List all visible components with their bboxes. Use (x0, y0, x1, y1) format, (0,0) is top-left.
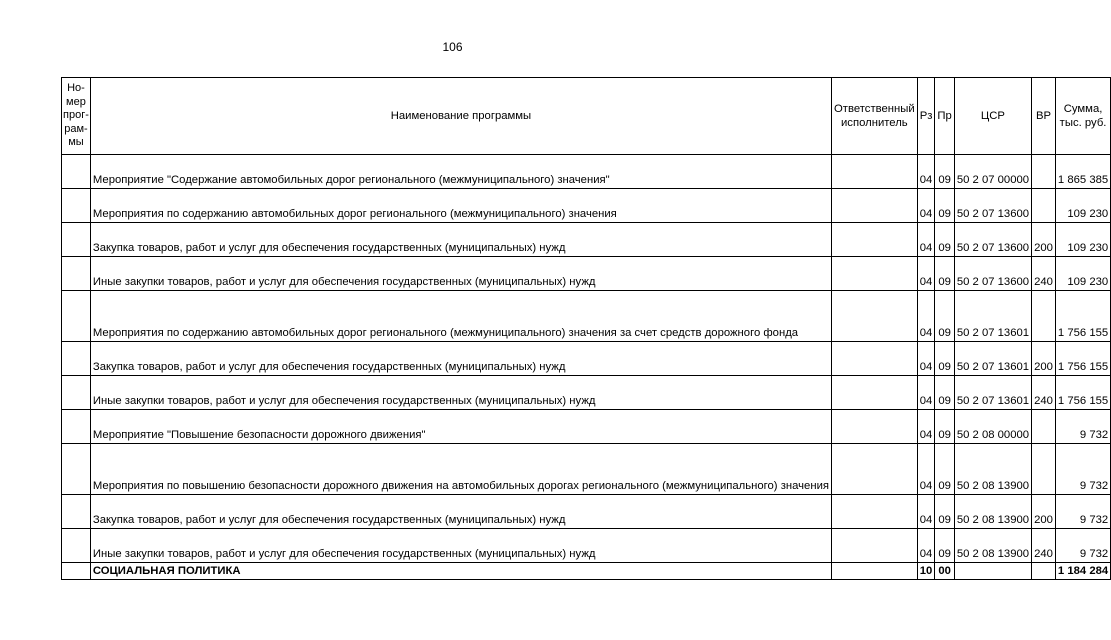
header-rz: Рз (917, 78, 935, 155)
num-cell (62, 529, 91, 563)
row-csr: 50 2 08 13900 (954, 495, 1031, 529)
table-row (62, 529, 1111, 563)
row-sum: 9 732 (1055, 495, 1110, 529)
num-cell (62, 257, 91, 291)
table-row (62, 155, 1111, 189)
header-vr: ВР (1032, 78, 1056, 155)
page-number: 106 (442, 40, 463, 54)
row-name: Мероприятия по содержанию автомобильных дорог регионального (межмуниципального) значения за счет средств дорожного фонда (90, 291, 831, 342)
num-cell (62, 291, 91, 342)
row-pr: 09 (935, 495, 954, 529)
total-num-cell (62, 563, 91, 580)
row-rz: 04 (917, 376, 935, 410)
row-csr: 50 2 07 00000 (954, 155, 1031, 189)
row-sum: 109 230 (1055, 223, 1110, 257)
table-row (62, 291, 1111, 342)
row-pr: 09 (935, 444, 954, 495)
row-rz: 04 (917, 189, 935, 223)
row-responsible (832, 444, 918, 495)
row-name: Мероприятие "Повышение безопасности дорожного движения" (90, 410, 831, 444)
row-rz: 04 (917, 223, 935, 257)
row-rz: 04 (917, 529, 935, 563)
row-rz: 04 (917, 257, 935, 291)
header-sum: Сумма, тыс. руб. (1055, 78, 1110, 155)
row-name: Закупка товаров, работ и услуг для обеспечения государственных (муниципальных) нужд (90, 495, 831, 529)
row-vr: 240 (1032, 257, 1056, 291)
num-cell (62, 376, 91, 410)
row-sum: 1 865 385 (1055, 155, 1110, 189)
total-pr: 00 (935, 563, 954, 580)
row-pr: 09 (935, 342, 954, 376)
row-sum: 1 756 155 (1055, 291, 1110, 342)
row-responsible (832, 257, 918, 291)
row-csr: 50 2 07 13600 (954, 257, 1031, 291)
row-responsible (832, 529, 918, 563)
table-row (62, 342, 1111, 376)
num-cell (62, 444, 91, 495)
table-row (62, 189, 1111, 223)
total-resp-cell (832, 563, 918, 580)
row-pr: 09 (935, 155, 954, 189)
row-pr: 09 (935, 257, 954, 291)
total-rz: 10 (917, 563, 935, 580)
row-pr: 09 (935, 376, 954, 410)
num-cell (62, 223, 91, 257)
row-vr (1032, 444, 1056, 495)
row-vr: 200 (1032, 342, 1056, 376)
row-vr: 240 (1032, 376, 1056, 410)
header-pr: Пр (935, 78, 954, 155)
row-responsible (832, 223, 918, 257)
row-pr: 09 (935, 189, 954, 223)
row-name: Мероприятие "Содержание автомобильных дорог регионального (межмуниципального) значения" (90, 155, 831, 189)
row-responsible (832, 495, 918, 529)
row-pr: 09 (935, 291, 954, 342)
table-row (62, 376, 1111, 410)
row-vr: 200 (1032, 495, 1056, 529)
row-vr (1032, 189, 1056, 223)
header-program-number: Но- мер прог- рам- мы (62, 78, 91, 155)
row-responsible (832, 342, 918, 376)
total-row (62, 563, 1111, 580)
row-sum: 1 756 155 (1055, 342, 1110, 376)
table-row (62, 495, 1111, 529)
num-cell (62, 342, 91, 376)
num-cell (62, 189, 91, 223)
row-vr (1032, 410, 1056, 444)
num-cell (62, 410, 91, 444)
table-row (62, 444, 1111, 495)
row-responsible (832, 410, 918, 444)
budget-table (61, 77, 1111, 580)
row-csr: 50 2 08 13900 (954, 529, 1031, 563)
row-pr: 09 (935, 223, 954, 257)
row-pr: 09 (935, 410, 954, 444)
row-csr: 50 2 08 00000 (954, 410, 1031, 444)
total-name: СОЦИАЛЬНАЯ ПОЛИТИКА (90, 563, 831, 580)
total-csr (954, 563, 1031, 580)
row-rz: 04 (917, 155, 935, 189)
row-responsible (832, 376, 918, 410)
row-vr (1032, 291, 1056, 342)
header-program-name: Наименование программы (90, 78, 831, 155)
row-name: Иные закупки товаров, работ и услуг для обеспечения государственных (муниципальных) нужд (90, 257, 831, 291)
row-sum: 1 756 155 (1055, 376, 1110, 410)
row-rz: 04 (917, 342, 935, 376)
header-csr: ЦСР (954, 78, 1031, 155)
row-csr: 50 2 07 13601 (954, 342, 1031, 376)
row-sum: 109 230 (1055, 257, 1110, 291)
row-rz: 04 (917, 495, 935, 529)
row-sum: 9 732 (1055, 410, 1110, 444)
row-rz: 04 (917, 444, 935, 495)
row-responsible (832, 155, 918, 189)
row-csr: 50 2 08 13900 (954, 444, 1031, 495)
row-sum: 109 230 (1055, 189, 1110, 223)
row-name: Мероприятия по повышению безопасности дорожного движения на автомобильных дорогах регионального (межмуниципального) значения (90, 444, 831, 495)
num-cell (62, 155, 91, 189)
row-name: Закупка товаров, работ и услуг для обеспечения государственных (муниципальных) нужд (90, 342, 831, 376)
row-vr: 240 (1032, 529, 1056, 563)
row-name: Закупка товаров, работ и услуг для обеспечения государственных (муниципальных) нужд (90, 223, 831, 257)
row-sum: 9 732 (1055, 444, 1110, 495)
table-row (62, 257, 1111, 291)
table-row (62, 410, 1111, 444)
row-name: Мероприятия по содержанию автомобильных дорог регионального (межмуниципального) значения (90, 189, 831, 223)
table-header-row (62, 78, 1111, 155)
num-cell (62, 495, 91, 529)
row-csr: 50 2 07 13601 (954, 376, 1031, 410)
row-name: Иные закупки товаров, работ и услуг для обеспечения государственных (муниципальных) нужд (90, 529, 831, 563)
row-responsible (832, 291, 918, 342)
total-sum: 1 184 284 (1055, 563, 1110, 580)
row-name: Иные закупки товаров, работ и услуг для обеспечения государственных (муниципальных) нужд (90, 376, 831, 410)
row-csr: 50 2 07 13600 (954, 189, 1031, 223)
row-responsible (832, 189, 918, 223)
header-responsible: Ответственный исполнитель (832, 78, 918, 155)
row-rz: 04 (917, 410, 935, 444)
row-csr: 50 2 07 13601 (954, 291, 1031, 342)
table-row (62, 223, 1111, 257)
row-csr: 50 2 07 13600 (954, 223, 1031, 257)
row-vr (1032, 155, 1056, 189)
row-rz: 04 (917, 291, 935, 342)
total-vr (1032, 563, 1056, 580)
row-vr: 200 (1032, 223, 1056, 257)
row-pr: 09 (935, 529, 954, 563)
row-sum: 9 732 (1055, 529, 1110, 563)
